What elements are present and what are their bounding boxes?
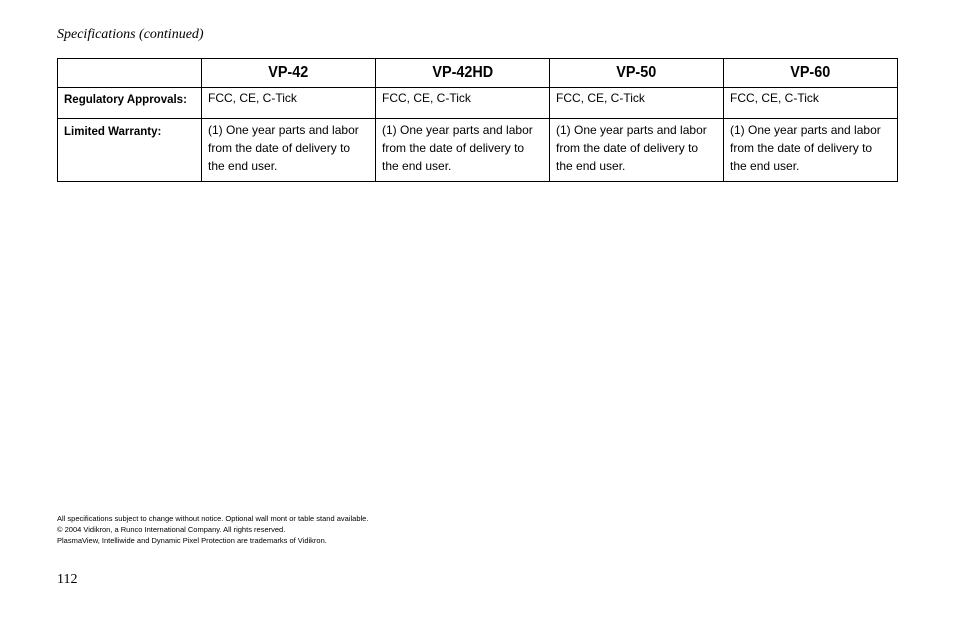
footnote-line: © 2004 Vidikron, a Runco International Company. All rights reserved. [57, 525, 286, 534]
header-cell-vp-42: VP-42 [202, 59, 376, 88]
specifications-table [57, 58, 898, 182]
table-cell: FCC, CE, C-Tick [202, 88, 376, 119]
table-row [58, 88, 898, 119]
section-heading: Specifications (continued) [57, 27, 204, 42]
row-label: Regulatory Approvals: [58, 88, 202, 119]
table-cell: FCC, CE, C-Tick [376, 88, 550, 119]
header-cell-vp-42hd: VP-42HD [376, 59, 550, 88]
page-number: 112 [57, 572, 78, 587]
table-cell: (1) One year parts and labor from the date of delivery to the end user. [376, 119, 550, 182]
footnote-line: PlasmaView, Intelliwide and Dynamic Pixel Protection are trademarks of Vidikron. [57, 536, 327, 545]
header-cell-empty [58, 59, 202, 88]
table-cell: (1) One year parts and labor from the date of delivery to the end user. [550, 119, 724, 182]
table-cell: FCC, CE, C-Tick [724, 88, 898, 119]
footnote-line: All specifications subject to change without notice. Optional wall mont or table stand available. [57, 514, 369, 523]
row-label: Limited Warranty: [58, 119, 202, 182]
header-cell-vp-60: VP-60 [724, 59, 898, 88]
table-header-row [58, 59, 898, 88]
table-row [58, 119, 898, 182]
header-cell-vp-50: VP-50 [550, 59, 724, 88]
footnotes [57, 513, 368, 546]
table-cell: (1) One year parts and labor from the date of delivery to the end user. [724, 119, 898, 182]
table-cell: (1) One year parts and labor from the date of delivery to the end user. [202, 119, 376, 182]
table-cell: FCC, CE, C-Tick [550, 88, 724, 119]
